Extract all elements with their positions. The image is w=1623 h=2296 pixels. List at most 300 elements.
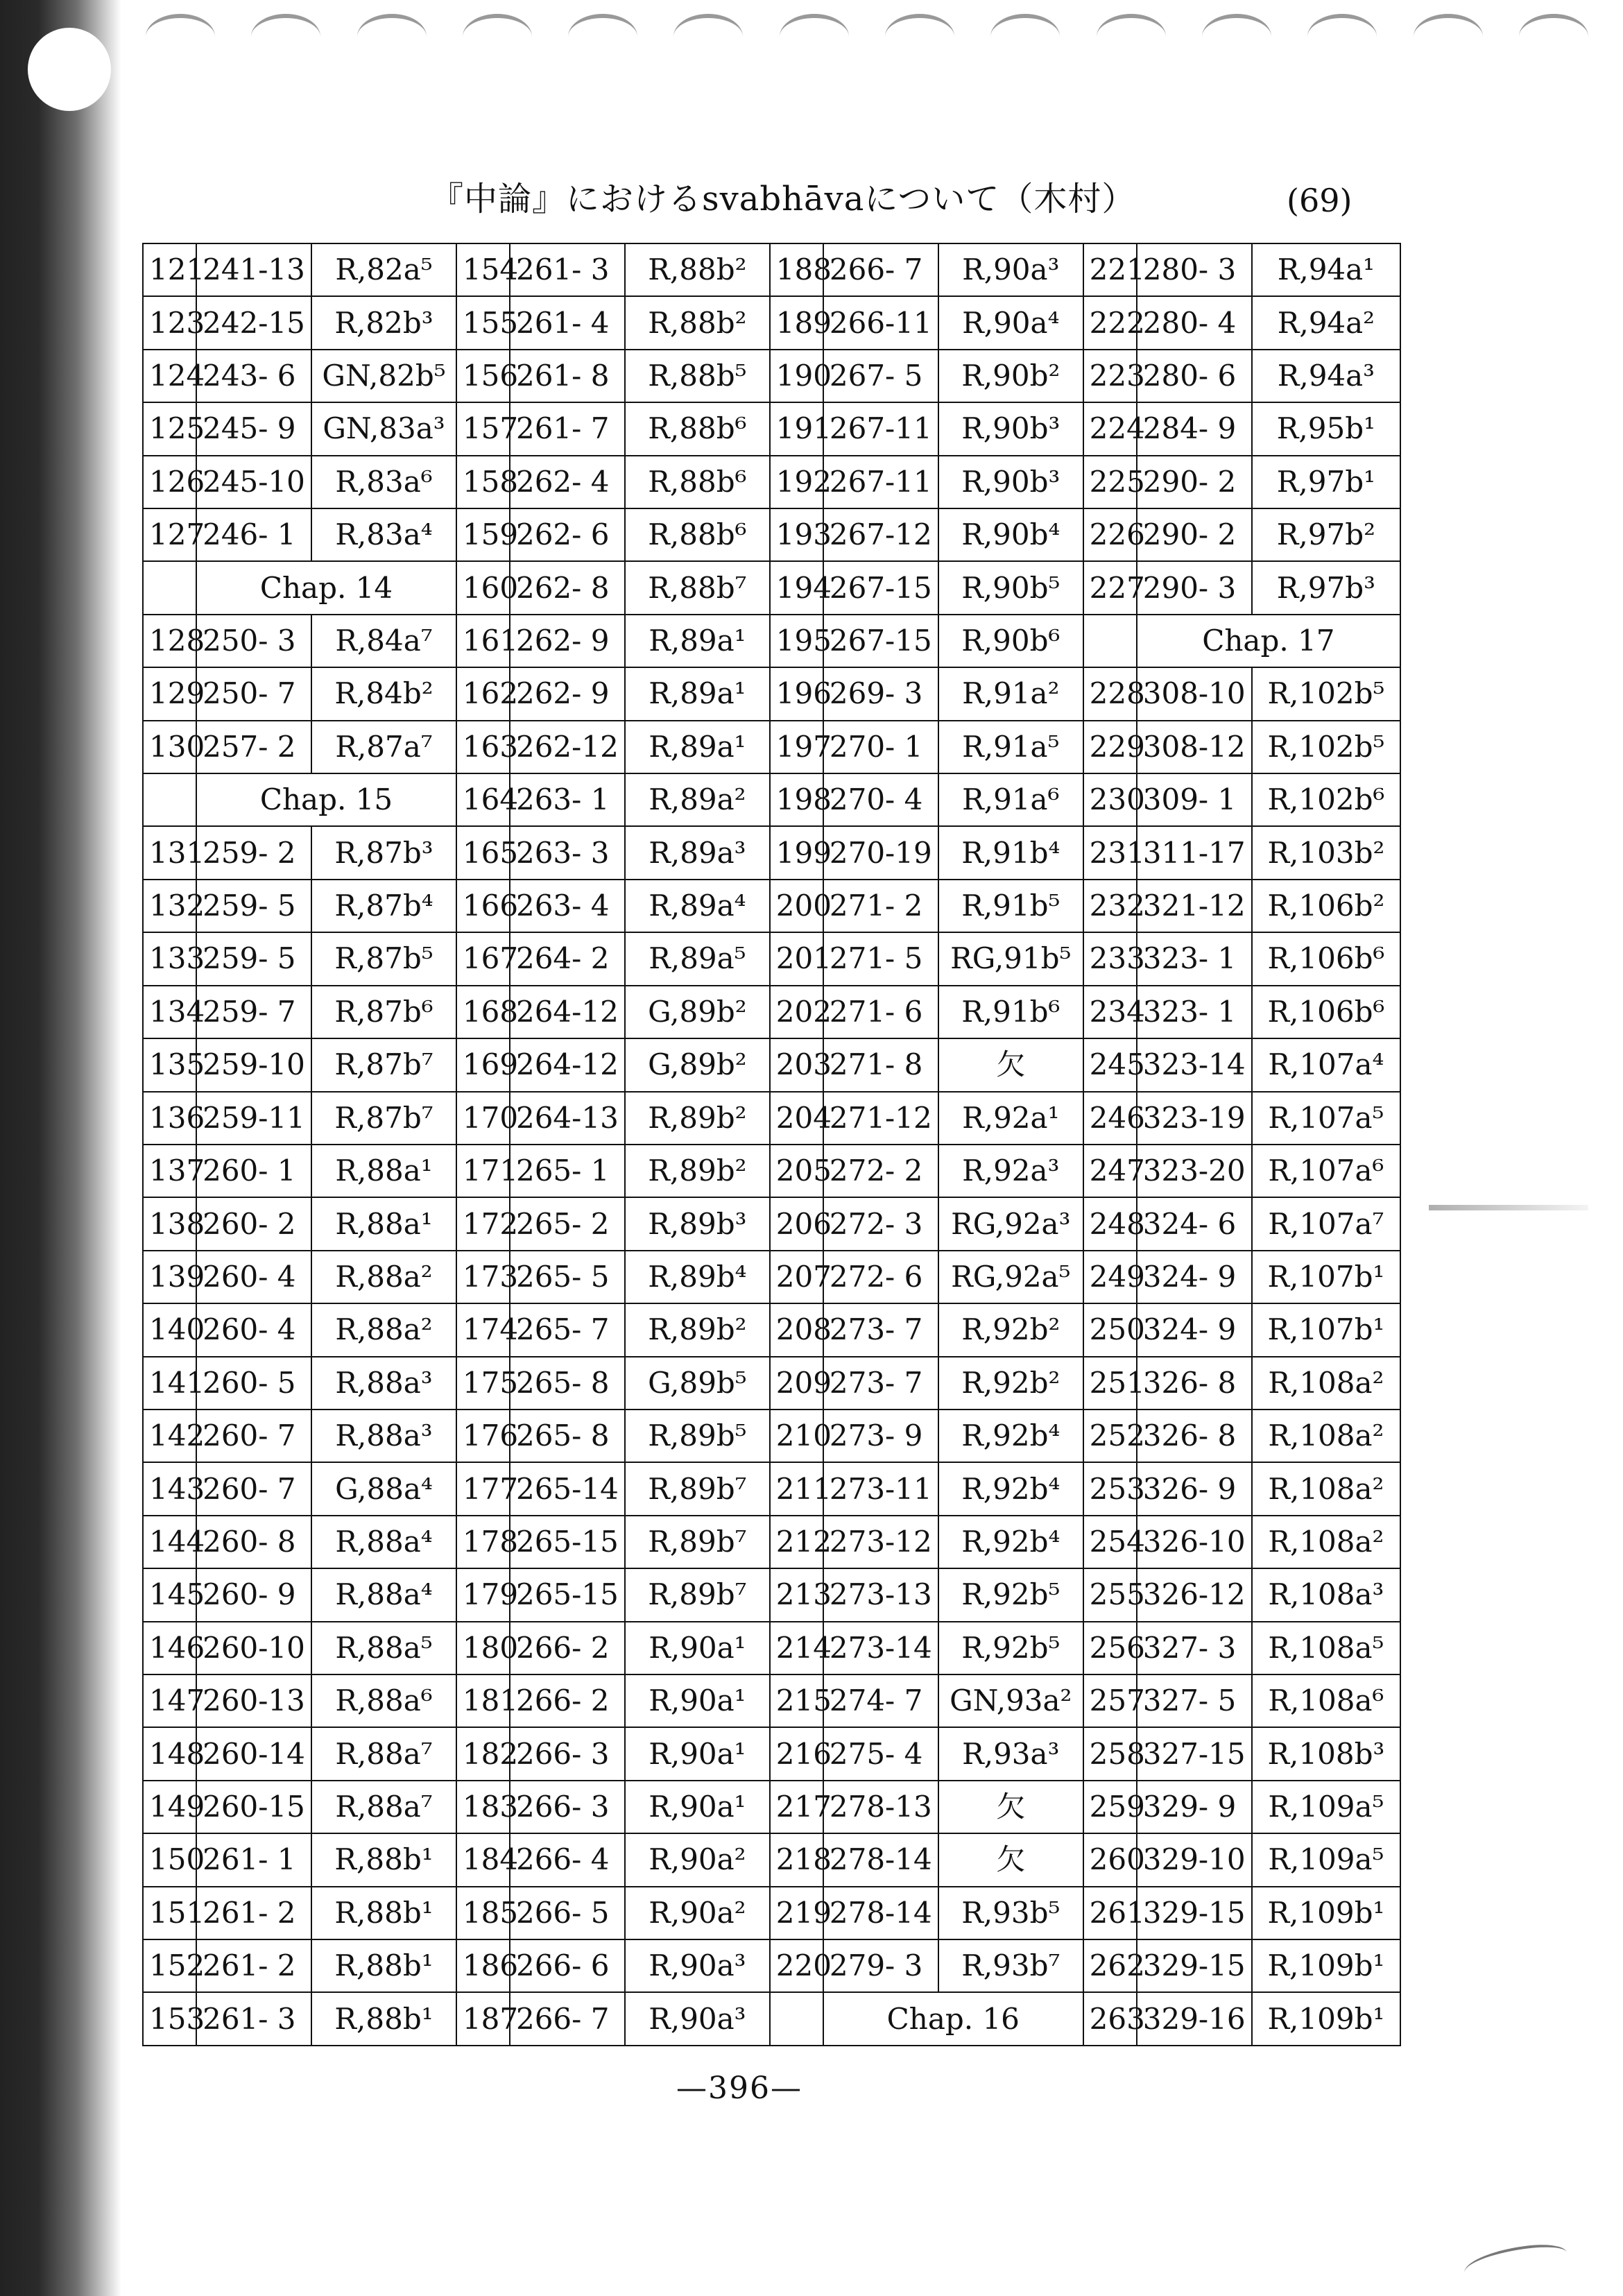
reference-cell: R,91a⁶ — [938, 773, 1083, 826]
table-row — [143, 350, 1400, 402]
entry-number-cell: 261 — [1083, 1887, 1137, 1939]
reference-cell: R,88a⁶ — [311, 1674, 456, 1727]
reference-cell: R,88a⁷ — [311, 1727, 456, 1780]
reference-cell: R,108a³ — [1252, 1568, 1400, 1621]
entry-number-cell: 123 — [143, 296, 196, 349]
chapter-heading-cell: Chap. 14 — [196, 561, 456, 614]
concordance-table — [142, 243, 1401, 2046]
table-row — [143, 402, 1400, 455]
page-line-cell: 267-11 — [823, 402, 938, 455]
reference-cell: R,88a³ — [311, 1357, 456, 1410]
reference-cell: R,89a⁴ — [625, 880, 770, 932]
entry-number-cell: 230 — [1083, 773, 1137, 826]
entry-number-cell: 156 — [456, 350, 510, 402]
chapter-heading-cell: Chap. 15 — [196, 773, 456, 826]
reference-cell: R,94a² — [1252, 296, 1400, 349]
page-line-cell: 271-12 — [823, 1092, 938, 1145]
entry-number-cell: 184 — [456, 1833, 510, 1886]
reference-cell: R,88a⁴ — [311, 1516, 456, 1568]
entry-number-cell: 219 — [770, 1887, 823, 1939]
page-line-cell: 265- 8 — [510, 1357, 625, 1410]
entry-number-cell: 153 — [143, 1992, 196, 2046]
entry-number-cell: 148 — [143, 1727, 196, 1780]
binder-hole — [28, 28, 111, 111]
page-line-cell: 324- 9 — [1137, 1303, 1252, 1356]
page-line-cell: 272- 2 — [823, 1145, 938, 1197]
entry-number-cell: 209 — [770, 1357, 823, 1410]
page-line-cell: 262- 9 — [510, 667, 625, 720]
page-line-cell: 280- 6 — [1137, 350, 1252, 402]
reference-cell: R,90a¹ — [625, 1727, 770, 1780]
page-line-cell: 246- 1 — [196, 508, 311, 561]
reference-cell: R,87b⁷ — [311, 1092, 456, 1145]
binding-ring — [357, 14, 427, 60]
binding-ring — [673, 14, 743, 60]
page-line-cell: 243- 6 — [196, 350, 311, 402]
entry-number-cell: 197 — [770, 721, 823, 773]
reference-cell: G,89b² — [625, 1038, 770, 1091]
entry-number-cell: 177 — [456, 1462, 510, 1515]
entry-number-cell: 228 — [1083, 667, 1137, 720]
reference-cell: R,90b⁶ — [938, 615, 1083, 667]
reference-cell: R,92b² — [938, 1303, 1083, 1356]
entry-number-cell: 249 — [1083, 1251, 1137, 1303]
page-line-cell: 278-14 — [823, 1887, 938, 1939]
reference-cell: R,82b³ — [311, 296, 456, 349]
entry-number-cell: 121 — [143, 243, 196, 296]
entry-number-cell: 234 — [1083, 986, 1137, 1038]
reference-cell: GN,83a³ — [311, 402, 456, 455]
page-line-cell: 266- 3 — [510, 1781, 625, 1833]
page-line-cell: 290- 3 — [1137, 561, 1252, 614]
reference-cell: 欠 — [938, 1833, 1083, 1886]
reference-cell: R,107a⁷ — [1252, 1197, 1400, 1250]
table-row — [143, 1251, 1400, 1303]
entry-number-cell: 138 — [143, 1197, 196, 1250]
page-line-cell: 326-12 — [1137, 1568, 1252, 1621]
reference-cell: R,90a¹ — [625, 1674, 770, 1727]
reference-cell: 欠 — [938, 1038, 1083, 1091]
reference-cell: R,89b² — [625, 1092, 770, 1145]
entry-number-cell: 252 — [1083, 1410, 1137, 1462]
entry-number-cell: 250 — [1083, 1303, 1137, 1356]
page-line-cell: 264- 2 — [510, 932, 625, 985]
reference-cell: R,89a⁵ — [625, 932, 770, 985]
entry-number-cell: 256 — [1083, 1622, 1137, 1674]
page-line-cell: 326- 8 — [1137, 1410, 1252, 1462]
page-line-cell: 265-15 — [510, 1516, 625, 1568]
entry-number-cell: 229 — [1083, 721, 1137, 773]
entry-number-cell: 191 — [770, 402, 823, 455]
entry-number-cell: 126 — [143, 456, 196, 508]
entry-number-cell: 225 — [1083, 456, 1137, 508]
table-row — [143, 1357, 1400, 1410]
table-row — [143, 296, 1400, 349]
reference-cell: R,107b¹ — [1252, 1303, 1400, 1356]
reference-cell: RG,91b⁵ — [938, 932, 1083, 985]
page-line-cell: 259- 2 — [196, 826, 311, 879]
table-row — [143, 826, 1400, 879]
page-line-cell: 271- 5 — [823, 932, 938, 985]
reference-cell: R,91b⁵ — [938, 880, 1083, 932]
binding-ring — [568, 14, 637, 60]
entry-number-cell: 158 — [456, 456, 510, 508]
reference-cell: R,88a⁴ — [311, 1568, 456, 1621]
entry-number-cell: 216 — [770, 1727, 823, 1780]
reference-cell: G,88a⁴ — [311, 1462, 456, 1515]
page-line-cell: 259- 5 — [196, 932, 311, 985]
reference-cell: R,92b⁴ — [938, 1516, 1083, 1568]
page-line-cell: 261- 2 — [196, 1887, 311, 1939]
entry-number-cell: 201 — [770, 932, 823, 985]
entry-number-cell: 133 — [143, 932, 196, 985]
entry-number-cell: 132 — [143, 880, 196, 932]
entry-number-cell: 143 — [143, 1462, 196, 1515]
page-line-cell: 269- 3 — [823, 667, 938, 720]
reference-cell: R,108a² — [1252, 1357, 1400, 1410]
reference-cell: R,89b⁵ — [625, 1410, 770, 1462]
page-line-cell: 259-10 — [196, 1038, 311, 1091]
page-line-cell: 261- 8 — [510, 350, 625, 402]
entry-number-cell: 215 — [770, 1674, 823, 1727]
entry-number-cell: 202 — [770, 986, 823, 1038]
reference-cell: R,84b² — [311, 667, 456, 720]
chapter-heading-cell: Chap. 16 — [823, 1992, 1083, 2046]
entry-number-cell: 188 — [770, 243, 823, 296]
table-row — [143, 1092, 1400, 1145]
page-line-cell: 309- 1 — [1137, 773, 1252, 826]
table-row — [143, 1781, 1400, 1833]
page-line-cell: 266- 7 — [823, 243, 938, 296]
entry-number-cell: 176 — [456, 1410, 510, 1462]
table-row — [143, 667, 1400, 720]
reference-cell: R,88b² — [625, 243, 770, 296]
reference-cell: R,108b³ — [1252, 1727, 1400, 1780]
entry-number-cell: 181 — [456, 1674, 510, 1727]
entry-number-cell: 150 — [143, 1833, 196, 1886]
entry-number-cell: 164 — [456, 773, 510, 826]
page-line-cell: 242-15 — [196, 296, 311, 349]
reference-cell: R,83a⁴ — [311, 508, 456, 561]
reference-cell: R,87b⁵ — [311, 932, 456, 985]
reference-cell: R,91a² — [938, 667, 1083, 720]
page-line-cell: 260-15 — [196, 1781, 311, 1833]
reference-cell: R,88a² — [311, 1251, 456, 1303]
page-line-cell: 267-12 — [823, 508, 938, 561]
reference-cell: R,89a² — [625, 773, 770, 826]
page-line-cell: 273- 7 — [823, 1357, 938, 1410]
entry-number-cell: 125 — [143, 402, 196, 455]
page-line-cell: 260- 9 — [196, 1568, 311, 1621]
binding-ring — [1519, 14, 1588, 60]
page-line-cell: 327- 3 — [1137, 1622, 1252, 1674]
reference-cell: R,92b⁵ — [938, 1622, 1083, 1674]
entry-number-cell: 179 — [456, 1568, 510, 1621]
entry-number-cell: 200 — [770, 880, 823, 932]
reference-cell: R,87b⁴ — [311, 880, 456, 932]
entry-number-cell: 167 — [456, 932, 510, 985]
table-row — [143, 773, 1400, 826]
entry-number-cell: 160 — [456, 561, 510, 614]
entry-number-cell: 168 — [456, 986, 510, 1038]
entry-number-cell: 227 — [1083, 561, 1137, 614]
reference-cell: R,106b² — [1252, 880, 1400, 932]
page-line-cell: 261- 2 — [196, 1939, 311, 1992]
page-line-cell: 270- 1 — [823, 721, 938, 773]
page-line-cell: 267- 5 — [823, 350, 938, 402]
reference-cell: R,106b⁶ — [1252, 932, 1400, 985]
page-line-cell: 259-11 — [196, 1092, 311, 1145]
table-row — [143, 561, 1400, 614]
page-line-cell: 262- 6 — [510, 508, 625, 561]
page-line-cell: 263- 1 — [510, 773, 625, 826]
entry-number-cell: 161 — [456, 615, 510, 667]
page-line-cell: 273- 9 — [823, 1410, 938, 1462]
reference-cell: R,109a⁵ — [1252, 1781, 1400, 1833]
entry-number-cell: 151 — [143, 1887, 196, 1939]
reference-cell: R,88a³ — [311, 1410, 456, 1462]
entry-number-cell: 198 — [770, 773, 823, 826]
page-line-cell: 326-10 — [1137, 1516, 1252, 1568]
entry-number-cell: 251 — [1083, 1357, 1137, 1410]
page-line-cell: 270- 4 — [823, 773, 938, 826]
reference-cell: R,88b⁶ — [625, 456, 770, 508]
entry-number-cell: 152 — [143, 1939, 196, 1992]
table-row — [143, 1939, 1400, 1992]
page-line-cell: 329-10 — [1137, 1833, 1252, 1886]
page-line-cell: 262- 8 — [510, 561, 625, 614]
table-row — [143, 1568, 1400, 1621]
reference-cell: R,92a¹ — [938, 1092, 1083, 1145]
table-row — [143, 986, 1400, 1038]
page-line-cell: 308-10 — [1137, 667, 1252, 720]
entry-number-cell: 140 — [143, 1303, 196, 1356]
reference-cell: R,95b¹ — [1252, 402, 1400, 455]
reference-cell: R,107a⁵ — [1252, 1092, 1400, 1145]
table-row — [143, 721, 1400, 773]
entry-number-cell: 190 — [770, 350, 823, 402]
reference-cell: R,108a⁵ — [1252, 1622, 1400, 1674]
reference-cell: R,92b² — [938, 1357, 1083, 1410]
page-line-cell: 260-10 — [196, 1622, 311, 1674]
entry-number-cell: 124 — [143, 350, 196, 402]
page-line-cell: 271- 8 — [823, 1038, 938, 1091]
entry-number-cell: 203 — [770, 1038, 823, 1091]
page-line-cell: 262-12 — [510, 721, 625, 773]
reference-cell: R,82a⁵ — [311, 243, 456, 296]
page-line-cell: 266- 6 — [510, 1939, 625, 1992]
page-line-cell: 329-15 — [1137, 1939, 1252, 1992]
page-curl-mark — [1462, 2241, 1570, 2285]
reference-cell: R,88a² — [311, 1303, 456, 1356]
entry-number-cell: 258 — [1083, 1727, 1137, 1780]
binding-ring — [1307, 14, 1377, 60]
reference-cell: R,108a² — [1252, 1462, 1400, 1515]
reference-cell: R,102b⁵ — [1252, 667, 1400, 720]
page-line-cell: 264-13 — [510, 1092, 625, 1145]
reference-cell: R,92b⁵ — [938, 1568, 1083, 1621]
reference-cell: R,88a¹ — [311, 1197, 456, 1250]
reference-cell: R,90b³ — [938, 456, 1083, 508]
table-row — [143, 456, 1400, 508]
entry-number-cell: 260 — [1083, 1833, 1137, 1886]
page-line-cell: 266- 4 — [510, 1833, 625, 1886]
reference-cell: R,89a¹ — [625, 667, 770, 720]
reference-cell: R,90b² — [938, 350, 1083, 402]
reference-cell: R,88a⁵ — [311, 1622, 456, 1674]
entry-number-cell: 224 — [1083, 402, 1137, 455]
page-line-cell: 257- 2 — [196, 721, 311, 773]
reference-cell: R,91b⁶ — [938, 986, 1083, 1038]
page-line-cell: 245-10 — [196, 456, 311, 508]
entry-number-cell: 214 — [770, 1622, 823, 1674]
binding-ring — [251, 14, 320, 60]
page-line-cell: 273-14 — [823, 1622, 938, 1674]
page-line-cell: 260-14 — [196, 1727, 311, 1780]
reference-cell: R,91b⁴ — [938, 826, 1083, 879]
page-line-cell: 323- 1 — [1137, 986, 1252, 1038]
entry-number-cell: 146 — [143, 1622, 196, 1674]
scan-smudge — [1429, 1205, 1588, 1210]
entry-number-cell: 186 — [456, 1939, 510, 1992]
page-line-cell: 265- 1 — [510, 1145, 625, 1197]
reference-cell: R,93b⁵ — [938, 1887, 1083, 1939]
reference-cell: R,108a² — [1252, 1516, 1400, 1568]
page-line-cell: 273-13 — [823, 1568, 938, 1621]
entry-number-cell: 142 — [143, 1410, 196, 1462]
table-row — [143, 243, 1400, 296]
reference-cell: R,83a⁶ — [311, 456, 456, 508]
table-row — [143, 880, 1400, 932]
reference-cell: R,109a⁵ — [1252, 1833, 1400, 1886]
page-line-cell: 326- 9 — [1137, 1462, 1252, 1515]
page-line-cell: 324- 9 — [1137, 1251, 1252, 1303]
entry-number-cell: 162 — [456, 667, 510, 720]
entry-number-cell: 231 — [1083, 826, 1137, 879]
entry-number-cell: 127 — [143, 508, 196, 561]
binding-ring — [1202, 14, 1271, 60]
entry-number-cell: 144 — [143, 1516, 196, 1568]
empty-cell — [770, 1992, 823, 2046]
entry-number-cell: 232 — [1083, 880, 1137, 932]
entry-number-cell: 174 — [456, 1303, 510, 1356]
binding-rings — [146, 14, 1588, 62]
reference-cell: R,97b² — [1252, 508, 1400, 561]
reference-cell: R,97b¹ — [1252, 456, 1400, 508]
page-line-cell: 260- 2 — [196, 1197, 311, 1250]
reference-cell: R,89b⁷ — [625, 1516, 770, 1568]
table-row — [143, 508, 1400, 561]
entry-number-cell: 165 — [456, 826, 510, 879]
entry-number-cell: 226 — [1083, 508, 1137, 561]
page-line-cell: 260- 8 — [196, 1516, 311, 1568]
reference-cell: R,90b³ — [938, 402, 1083, 455]
page-line-cell: 261- 3 — [510, 243, 625, 296]
entry-number-cell: 135 — [143, 1038, 196, 1091]
page-line-cell: 265-14 — [510, 1462, 625, 1515]
entry-number-cell: 194 — [770, 561, 823, 614]
entry-number-cell: 193 — [770, 508, 823, 561]
page-line-cell: 260- 7 — [196, 1410, 311, 1462]
reference-cell: R,84a⁷ — [311, 615, 456, 667]
page-line-cell: 329-16 — [1137, 1992, 1252, 2046]
table-row — [143, 1145, 1400, 1197]
page-line-cell: 265- 7 — [510, 1303, 625, 1356]
reference-cell: RG,92a³ — [938, 1197, 1083, 1250]
reference-cell: R,87b⁶ — [311, 986, 456, 1038]
empty-cell — [143, 561, 196, 614]
page-line-cell: 324- 6 — [1137, 1197, 1252, 1250]
page-line-cell: 261- 4 — [510, 296, 625, 349]
entry-number-cell: 262 — [1083, 1939, 1137, 1992]
entry-number-cell: 163 — [456, 721, 510, 773]
reference-cell: R,88b² — [625, 296, 770, 349]
entry-number-cell: 189 — [770, 296, 823, 349]
page-line-cell: 266- 7 — [510, 1992, 625, 2046]
reference-cell: R,92b⁴ — [938, 1462, 1083, 1515]
page-line-cell: 260- 7 — [196, 1462, 311, 1515]
page-line-cell: 267-11 — [823, 456, 938, 508]
entry-number-cell: 210 — [770, 1410, 823, 1462]
entry-number-cell: 128 — [143, 615, 196, 667]
page-line-cell: 329-15 — [1137, 1887, 1252, 1939]
table-row — [143, 1622, 1400, 1674]
reference-cell: R,89b⁴ — [625, 1251, 770, 1303]
entry-number-cell: 147 — [143, 1674, 196, 1727]
reference-cell: R,88b⁶ — [625, 402, 770, 455]
entry-number-cell: 175 — [456, 1357, 510, 1410]
page-line-cell: 261- 3 — [196, 1992, 311, 2046]
page-line-cell: 266- 3 — [510, 1727, 625, 1780]
entry-number-cell: 206 — [770, 1197, 823, 1250]
page-line-cell: 261- 7 — [510, 402, 625, 455]
table-row — [143, 932, 1400, 985]
page-line-cell: 271- 6 — [823, 986, 938, 1038]
reference-cell: R,88b⁷ — [625, 561, 770, 614]
reference-cell: R,102b⁶ — [1252, 773, 1400, 826]
empty-cell — [143, 773, 196, 826]
reference-cell: R,89b⁷ — [625, 1568, 770, 1621]
page-line-cell: 259- 7 — [196, 986, 311, 1038]
page-line-cell: 265-15 — [510, 1568, 625, 1621]
page-line-cell: 323- 1 — [1137, 932, 1252, 985]
page-line-cell: 290- 2 — [1137, 456, 1252, 508]
entry-number-cell: 180 — [456, 1622, 510, 1674]
reference-cell: R,89a³ — [625, 826, 770, 879]
reference-cell: R,89b² — [625, 1145, 770, 1197]
entry-number-cell: 217 — [770, 1781, 823, 1833]
reference-cell: R,93b⁷ — [938, 1939, 1083, 1992]
entry-number-cell: 182 — [456, 1727, 510, 1780]
page-line-cell: 321-12 — [1137, 880, 1252, 932]
reference-cell: R,89b⁷ — [625, 1462, 770, 1515]
page-line-cell: 327-15 — [1137, 1727, 1252, 1780]
entry-number-cell: 207 — [770, 1251, 823, 1303]
page-line-cell: 241-13 — [196, 243, 311, 296]
entry-number-cell: 263 — [1083, 1992, 1137, 2046]
page-line-cell: 264-12 — [510, 986, 625, 1038]
table-row — [143, 1197, 1400, 1250]
entry-number-cell: 220 — [770, 1939, 823, 1992]
entry-number-cell: 255 — [1083, 1568, 1137, 1621]
entry-number-cell: 178 — [456, 1516, 510, 1568]
entry-number-cell: 183 — [456, 1781, 510, 1833]
reference-cell: R,87b⁷ — [311, 1038, 456, 1091]
reference-cell: R,90a⁴ — [938, 296, 1083, 349]
entry-number-cell: 155 — [456, 296, 510, 349]
reference-cell: R,90a¹ — [625, 1622, 770, 1674]
entry-number-cell: 196 — [770, 667, 823, 720]
